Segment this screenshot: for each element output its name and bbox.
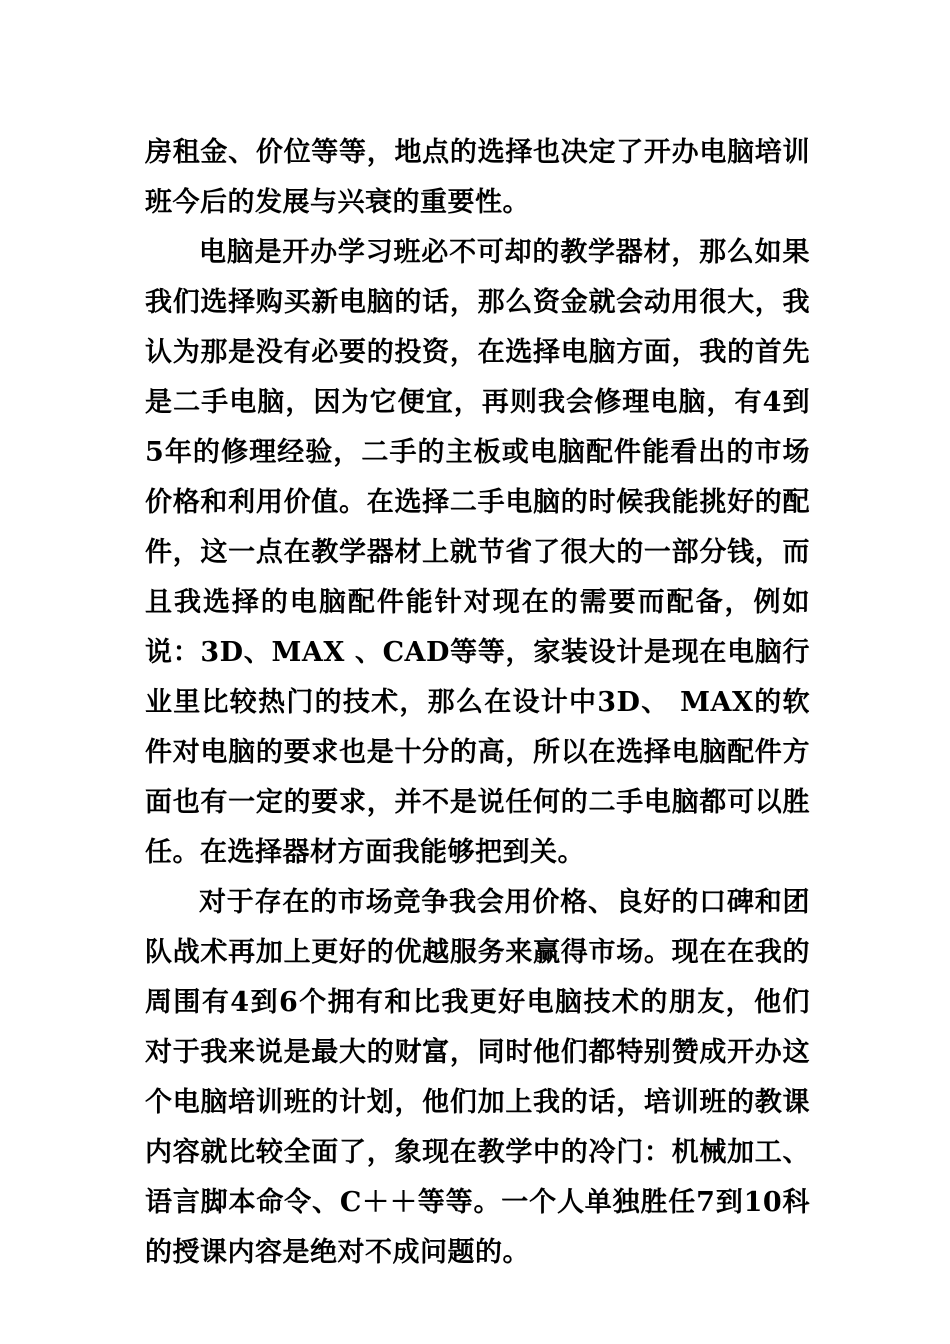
document-body <box>145 128 810 1278</box>
paragraph-computer-equipment: 电脑是开办学习班必不可却的教学器材，那么如果我们选择购买新电脑的话，那么资金就会动用很大，我认为那是没有必要的投资，在选择电脑方面，我的首先是二手电脑，因为它便宜，再则我会修理电脑，有4到5年的修理经验，二手的主板或电脑配件能看出的市场价格和利用价值。在选择二手电脑的时候我能挑好的配件，这一点在教学器材上就节省了很大的一部分钱，而且我选择的电脑配件能针对现在的需要而配备，例如说：3D、MAX 、CAD等等，家装设计是现在电脑行业里比较热门的技术，那么在设计中3D、 MAX的软件对电脑的要求也是十分的高，所以在选择电脑配件方面也有一定的要求，并不是说任何的二手电脑都可以胜任。在选择器材方面我能够把到关。 <box>145 237 810 868</box>
paragraph-continuation: 房租金、价位等等，地点的选择也决定了开办电脑培训班今后的发展与兴衰的重要性。 <box>145 137 810 218</box>
paragraph-market-competition: 对于存在的市场竞争我会用价格、良好的口碑和团队战术再加上更好的优越服务来赢得市场。现在在我的周围有4到6个拥有和比我更好电脑技术的朋友，他们对于我来说是最大的财富，同时他们都特别赞成开办这个电脑培训班的计划，他们加上我的话，培训班的教课内容就比较全面了，象现在教学中的冷门：机械加工、语言脚本命令、C＋＋等等。一个人单独胜任7到10科的授课内容是绝对不成问题的。 <box>145 887 810 1268</box>
